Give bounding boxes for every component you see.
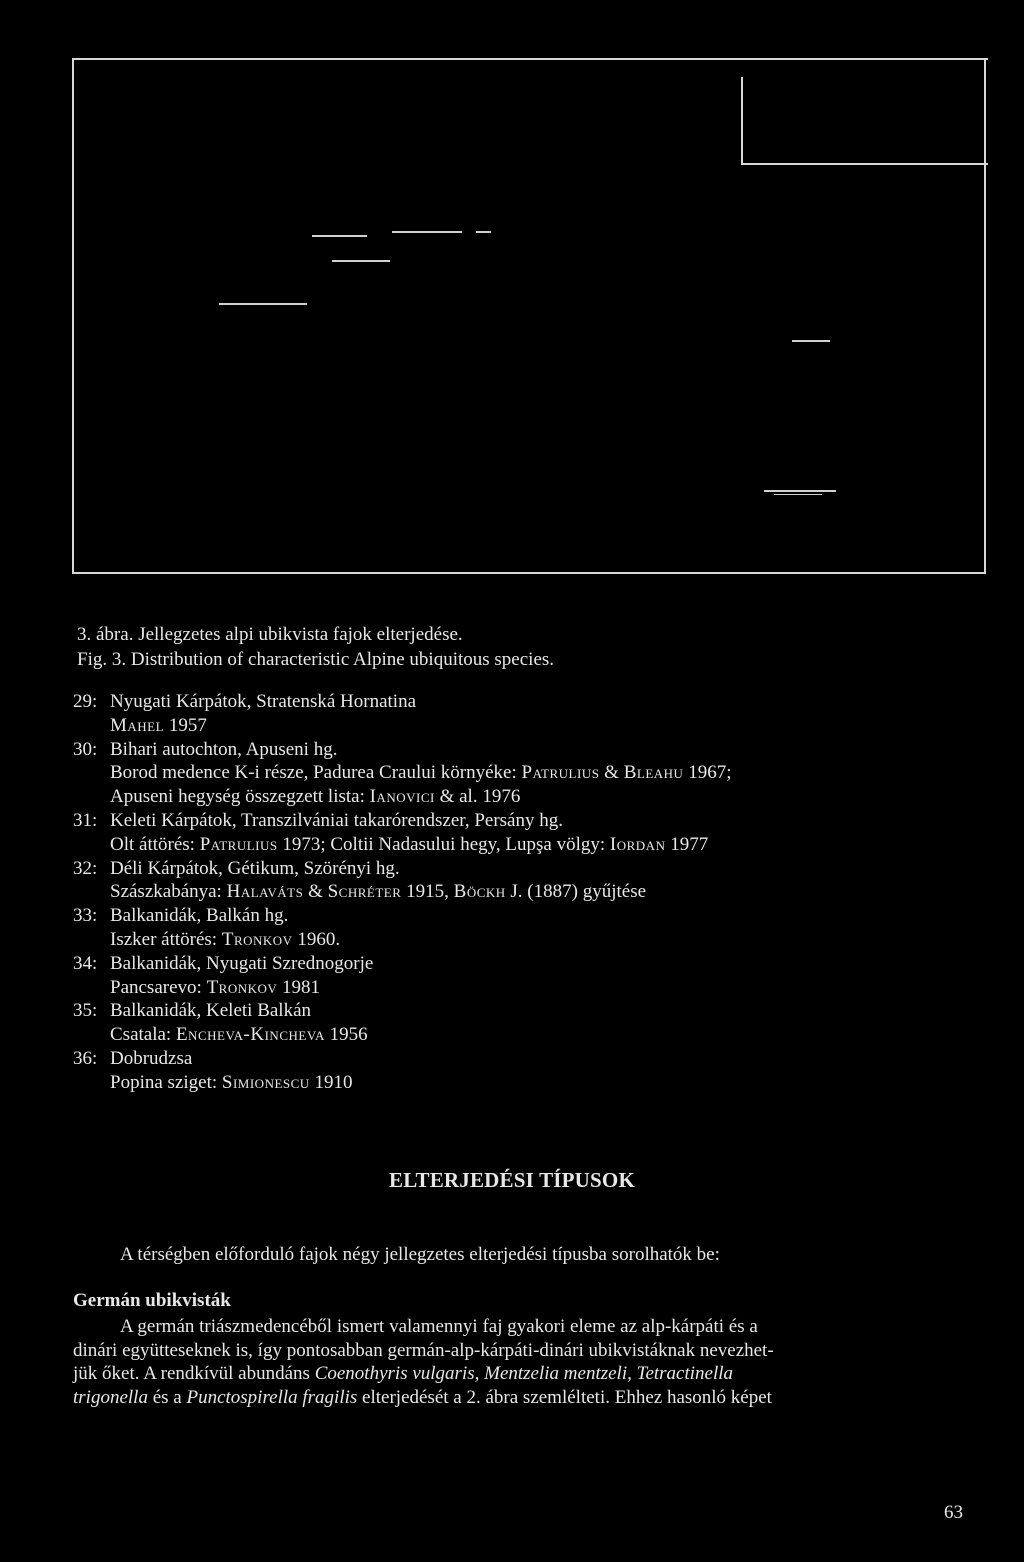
author-name: Ianovici (369, 786, 435, 808)
legend-number: 29: (73, 691, 98, 712)
author-name: Patrulius (199, 833, 278, 855)
source-locality: Popina sziget: (110, 1071, 218, 1093)
figure-caption (77, 622, 554, 672)
author-name: Encheva-Kincheva (175, 1024, 325, 1046)
map-line (476, 231, 491, 233)
subsection-heading: Germán ubikvisták (73, 1290, 231, 1311)
legend-source (73, 976, 993, 1000)
map-line (392, 231, 462, 233)
legend-entry-30 (73, 738, 993, 762)
page-number: 63 (944, 1502, 963, 1523)
legend-number: 31: (73, 809, 98, 831)
legend-locality: Déli Kárpátok, Gétikum, Szörényi hg. (110, 857, 400, 879)
citation-year: 1915, (406, 881, 449, 903)
source-locality: Olt áttörés: (110, 833, 195, 855)
author-name: Iordan (609, 833, 666, 855)
map-line (312, 235, 367, 237)
paragraph-line (73, 1386, 973, 1410)
legend-source (73, 761, 993, 785)
legend-locality: Balkanidák, Keleti Balkán (110, 1000, 312, 1022)
citation-year: 1956 (329, 1024, 368, 1046)
legend-entry-36 (73, 1047, 993, 1071)
legend-entry-35 (73, 999, 993, 1023)
author-name: Tronkov (221, 928, 293, 950)
citation-year: 1977 (670, 833, 709, 855)
legend-entry-31 (73, 809, 993, 833)
legend-number: 36: (73, 1047, 98, 1069)
source-locality: Apuseni hegység összegzett lista: (110, 786, 365, 808)
species-name: Punctospirella fragilis (186, 1386, 358, 1408)
legend-locality: Balkanidák, Nyugati Szrednogorje (110, 952, 374, 974)
legend-source (73, 1023, 993, 1047)
source-locality: Szászkabánya: (110, 881, 222, 903)
author-name: Bleahu (623, 762, 684, 784)
paragraph-text: jük őket. A rendkívül abundáns (73, 1363, 310, 1384)
paragraph-text: elterjedését a 2. ábra szemlélteti. Ehhez hasonló képet (362, 1386, 772, 1408)
intro-sentence: A térségben előforduló fajok négy jellegzetes elterjedési típusba sorolhatók be: (120, 1244, 720, 1265)
legend-source (73, 833, 993, 857)
legend-source (73, 785, 993, 809)
section-heading: ELTERJEDÉSI TÍPUSOK (389, 1168, 635, 1192)
legend-number: 35: (73, 1000, 98, 1022)
paragraph-line: A germán triászmedencéből ismert valamennyi faj gyakori eleme az alp-kárpáti és a (120, 1316, 758, 1337)
citation-year: 1960. (297, 928, 341, 950)
legend-entry-29 (73, 690, 993, 714)
author-name: Simionescu (221, 1071, 310, 1093)
author-name: Schréter (327, 881, 402, 903)
legend-locality: Balkanidák, Balkán hg. (110, 905, 289, 927)
legend-locality: Dobrudzsa (110, 1047, 193, 1069)
body-paragraph (73, 1315, 973, 1409)
legend-entry-32 (73, 857, 993, 881)
legend-locality: Nyugati Kárpátok, Stratenská Hornatina (110, 691, 417, 712)
species-name: Tetractinella (636, 1363, 734, 1384)
source-locality: Iszker áttörés: (110, 928, 218, 950)
species-name: Mentzelia mentzeli, (484, 1363, 632, 1384)
author-name: Halaváts (226, 881, 304, 903)
legend-source (73, 928, 993, 952)
paragraph-line: dinári együtteseknek is, így pontosabban germán-alp-kárpáti-dinári ubikvistáknak nevezhet- (73, 1339, 774, 1361)
legend-source (73, 880, 993, 904)
legend-locality: Bihari autochton, Apuseni hg. (110, 738, 338, 760)
paragraph-line (73, 1362, 973, 1386)
map-line (792, 340, 830, 342)
species-name: trigonella (73, 1386, 148, 1408)
legend-locality: Keleti Kárpátok, Transzilvániai takarórendszer, Persány hg. (110, 809, 563, 831)
author-name: Tronkov (206, 976, 278, 998)
figure-legend (73, 690, 993, 1095)
caption-hungarian: 3. ábra. Jellegzetes alpi ubikvista fajok elterjedése. (77, 624, 463, 645)
ampersand: & (604, 762, 619, 784)
citation-rest: & al. 1976 (439, 786, 521, 808)
legend-entry-33 (73, 904, 993, 928)
caption-english: Fig. 3. Distribution of characteristic Alpine ubiquitous species. (77, 649, 555, 670)
citation-rest: J. (1887) gyűjtése (510, 881, 647, 903)
source-locality: Borod medence K-i része, Padurea Craului környéke: (110, 762, 517, 784)
citation-year: 1981 (282, 976, 321, 998)
map-line (219, 303, 307, 305)
species-name: Coenothyris vulgaris, (314, 1363, 480, 1384)
legend-source (73, 1071, 993, 1095)
ampersand: & (308, 881, 323, 903)
legend-number: 32: (73, 857, 98, 879)
citation-year: 1910 (314, 1071, 353, 1093)
map-inset-frame (741, 77, 988, 165)
map-line (764, 490, 836, 492)
author-name: Böckh (453, 881, 506, 903)
paragraph-text: és a (152, 1386, 182, 1408)
legend-source (73, 714, 993, 738)
citation-year: 1967; (688, 762, 732, 784)
legend-number: 34: (73, 952, 98, 974)
source-locality: Csatala: (110, 1024, 172, 1046)
legend-entry-34 (73, 952, 993, 976)
legend-number: 33: (73, 905, 98, 927)
legend-number: 30: (73, 738, 98, 760)
source-locality: Pancsarevo: (110, 976, 202, 998)
author-name: Patrulius (521, 762, 600, 784)
map-line (332, 260, 390, 262)
author-name: Mahel (110, 714, 165, 736)
citation-rest: 1973; Coltii Nadasului hegy, Lupşa völgy: (282, 833, 606, 855)
citation-year: 1957 (168, 714, 207, 736)
map-figure (72, 58, 986, 574)
map-line (774, 494, 822, 495)
